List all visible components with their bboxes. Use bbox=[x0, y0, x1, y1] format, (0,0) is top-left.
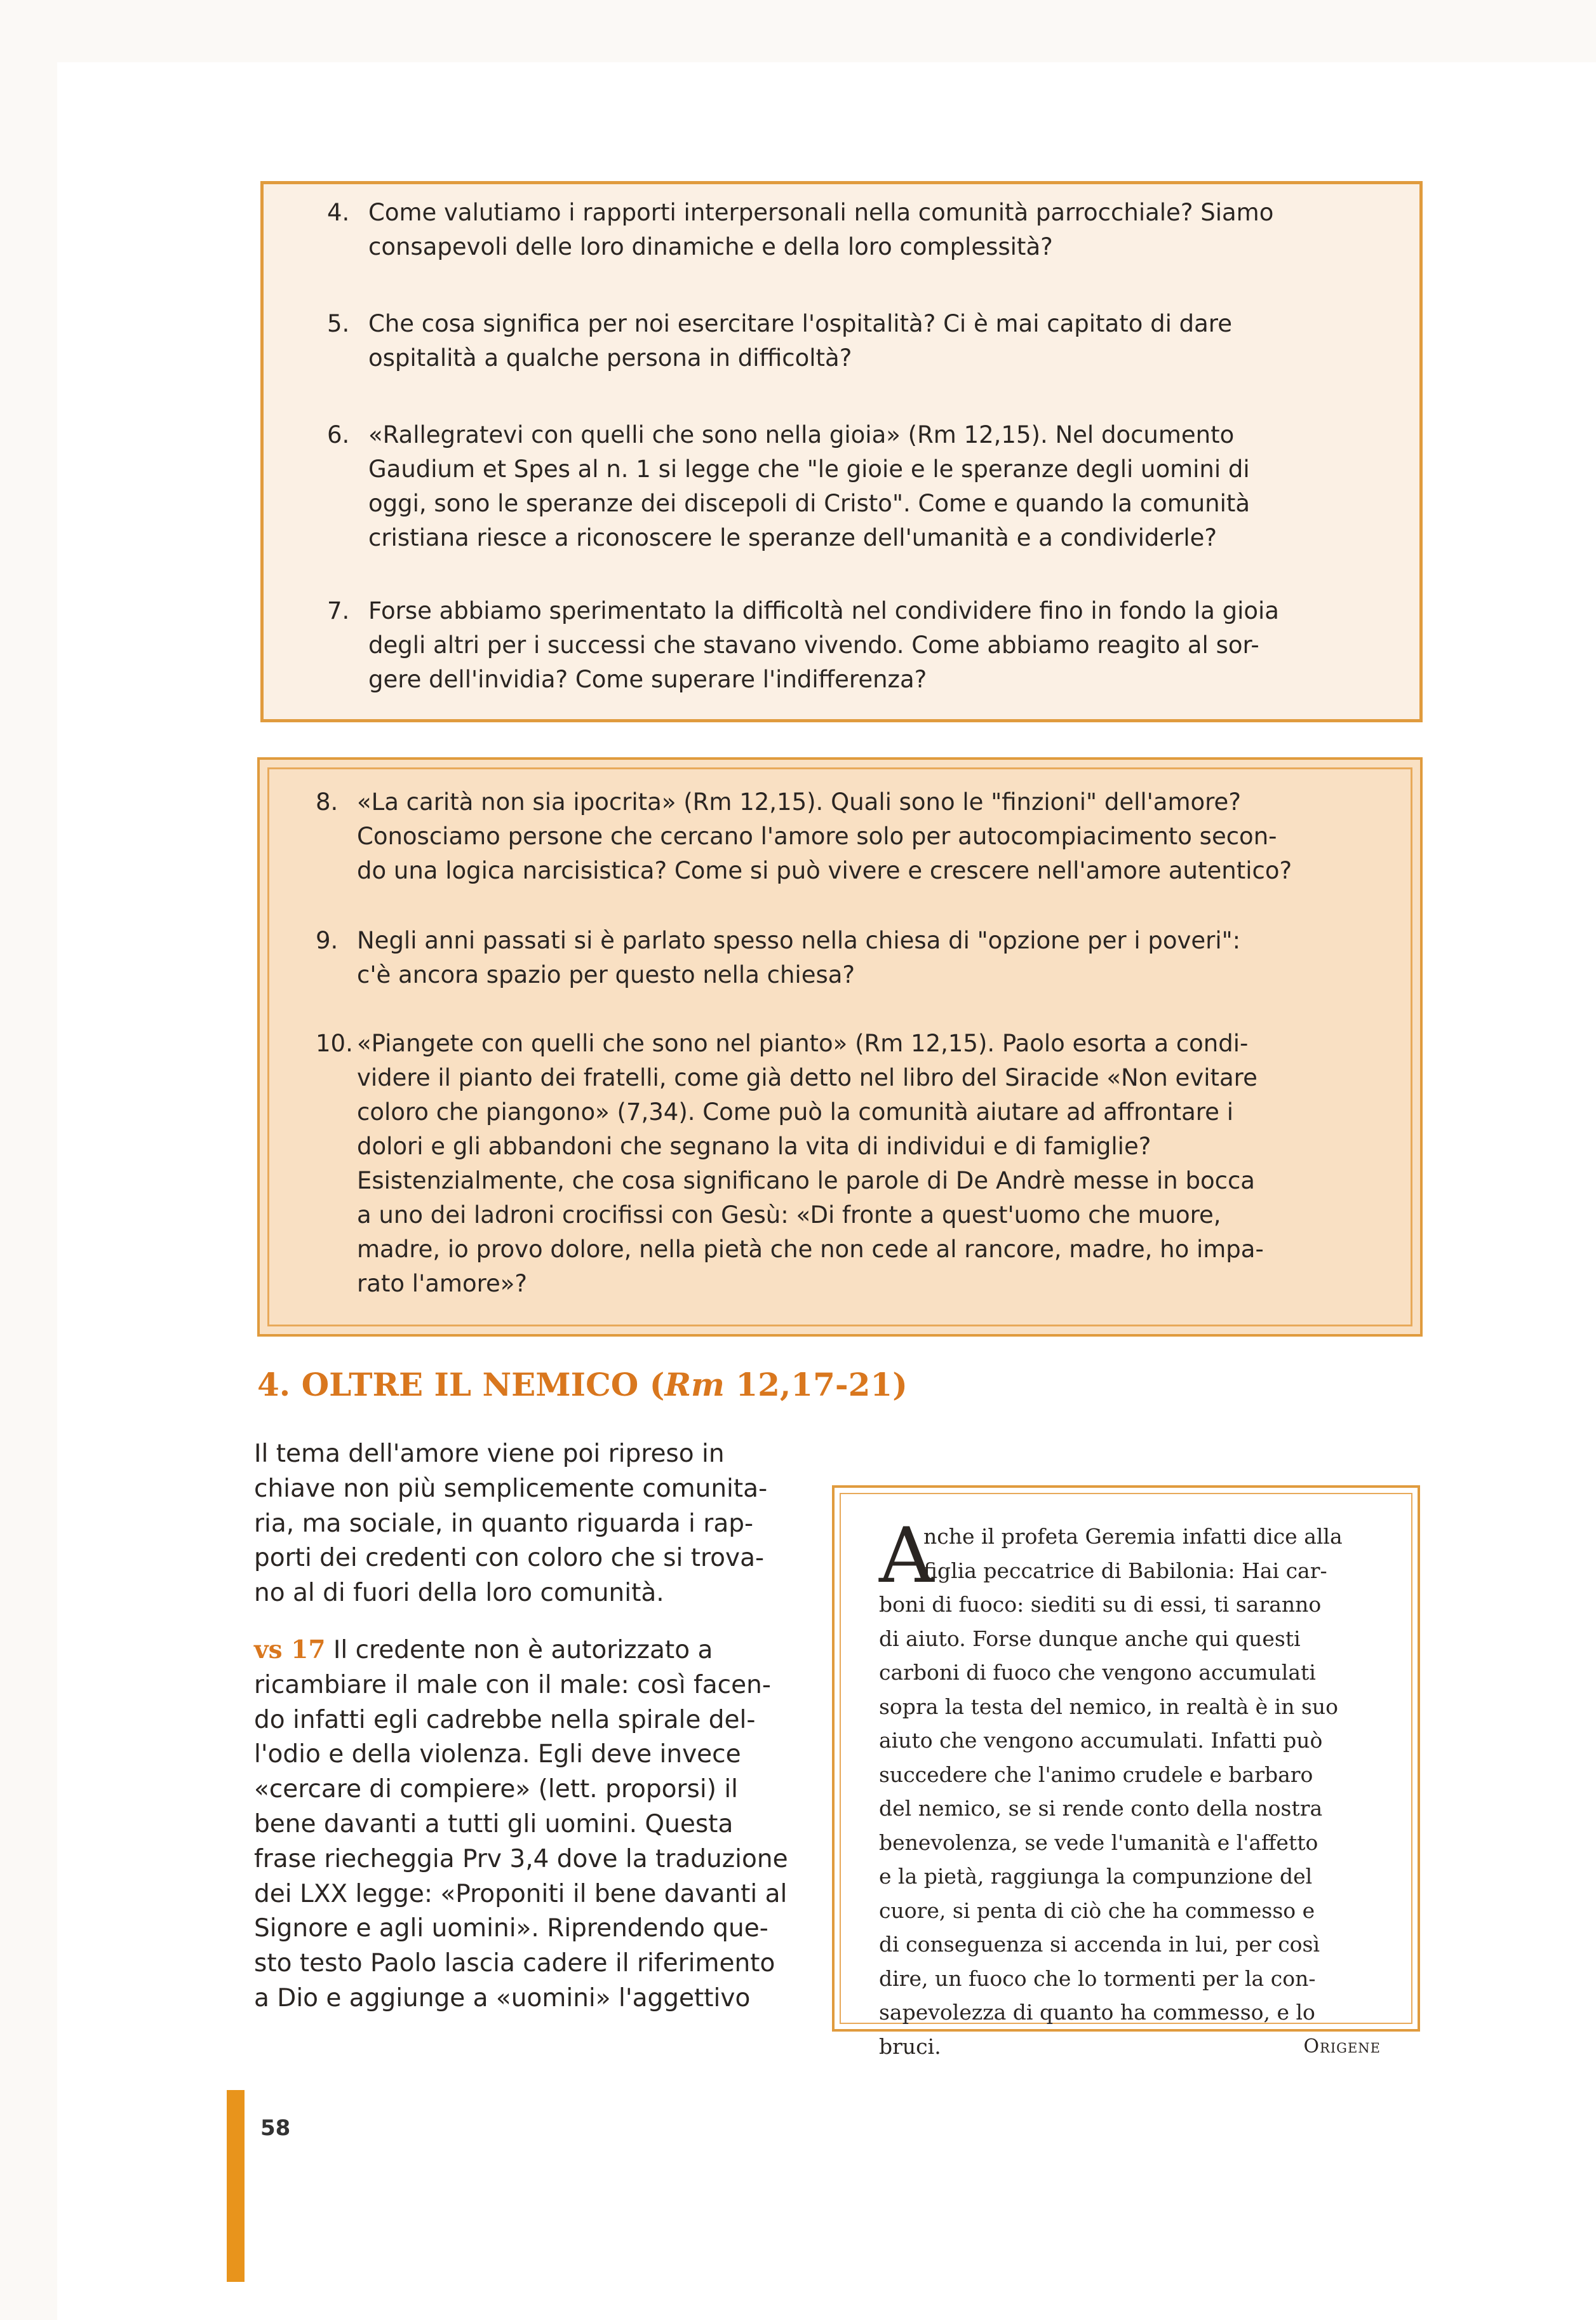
page-number: 58 bbox=[260, 2115, 291, 2141]
quote-text: A nche il profeta Geremia infatti dice alla figlia peccatrice di Babilonia: Hai car- boni di fuoco: siediti su di essi, ti saranno di aiuto. Forse dunque anche qui questi carboni di fuoco che vengono accumulati sopra la testa del nemico, in realtà è in suo aiuto che vengono accumulati. Infatti può succedere che l'animo crudele e barbaro del nemico, se si rende conto della nostra benevolenza, se vede l'umanità e l'affetto e la pietà, raggiunga la compunzione del cuore, si penta di ciò che ha commesso e di conseguenza si accenda in lui, per così dire, un fuoco che lo tormenti per la con- sapevolezza di quanto ha commesso, e lo bruci. Origene bbox=[879, 1520, 1381, 2063]
body-column: Il tema dell'amore viene poi ripreso in chiave non più semplicemente comunita- ria, ma sociale, in quanto riguarda i rap- porti dei credenti con coloro che si trova- no al di fuori della loro comunità. vs 17 Il credente non è autorizzato a ricambiare il male con il male: così facen- do infatti egli cadrebbe nella spirale del- l'odio e della violenza. Egli deve invece «cercare di compiere» (lett. proporsi) il bene davanti a tutti gli uomini. Questa frase riecheggia Prv 3,4 dove la traduzione dei LXX legge: «Proponiti il bene davanti al Signore e agli uomini». Riprendendo que- sto testo Paolo lascia cadere il riferimento a Dio e aggiunge a «uomini» l'aggettivo bbox=[254, 1440, 788, 2013]
quote-author: Origene bbox=[1303, 2035, 1381, 2058]
verse-label: vs 17 bbox=[254, 1635, 326, 1664]
drop-cap: A bbox=[879, 1512, 934, 1600]
questions-box-1: 4. Come valutiamo i rapporti interpersonali nella comunità parrocchiale? Siamo consapevoli delle loro dinamiche e della loro complessità? 5. Che cosa significa per noi esercitare l'ospitalità? Ci è mai capitato di dare ospitalità a qualche persona in difficoltà? 6. «Rallegratevi con quelli che sono nella gioia» (Rm 12,15). Nel documento Gaudium et Spes al n. 1 si legge che "le gioie e le speranze degli uomini di oggi, sono le speranze dei discepoli di Cristo". Come e quando la comunità cristiana riesce a riconoscere le speranze dell'umanità e a condividerle? 7. Forse abbiamo sperimentato la difficoltà nel condividere fino in fondo la gioia degli altri per i successi che stavano vivendo. Come abbiamo reagito al sor- gere dell'invidia? Come superare l'indifferenza? bbox=[260, 181, 1423, 722]
origen-quote-box bbox=[832, 1485, 1420, 2059]
section-heading: 4. OLTRE IL NEMICO (Rm 12,17-21) bbox=[257, 1366, 908, 1403]
questions-box-2: 8. «La carità non sia ipocrita» (Rm 12,15). Quali sono le "finzioni" dell'amore? Conosciamo persone che cercano l'amore solo per autocompiacimento secon- do una logica narcisistica? Come si può vivere e crescere nell'amore autentico? 9. Negli anni passati si è parlato spesso nella chiesa di "opzione per i poveri": c'è ancora spazio per questo nella chiesa? 10. «Piangete con quelli che sono nel pianto» (Rm 12,15). Paolo esorta a condi- videre il pianto dei fratelli, come già detto nel libro del Siracide «Non evitare coloro che piangono» (7,34). Come può la comunità aiutare ad affrontare i dolori e gli abbandoni che segnano la vita di individui e di famiglie? Esistenzialmente, che cosa significano le parole di De Andrè messe in bocca a uno dei ladroni crocifissi con Gesù: «Di fronte a quest'uomo che muore, madre, io provo dolore, nella pietà che non cede al rancore, madre, ho impa- rato l'amore»? bbox=[257, 757, 1423, 1337]
page-number-bar bbox=[227, 2090, 245, 2282]
